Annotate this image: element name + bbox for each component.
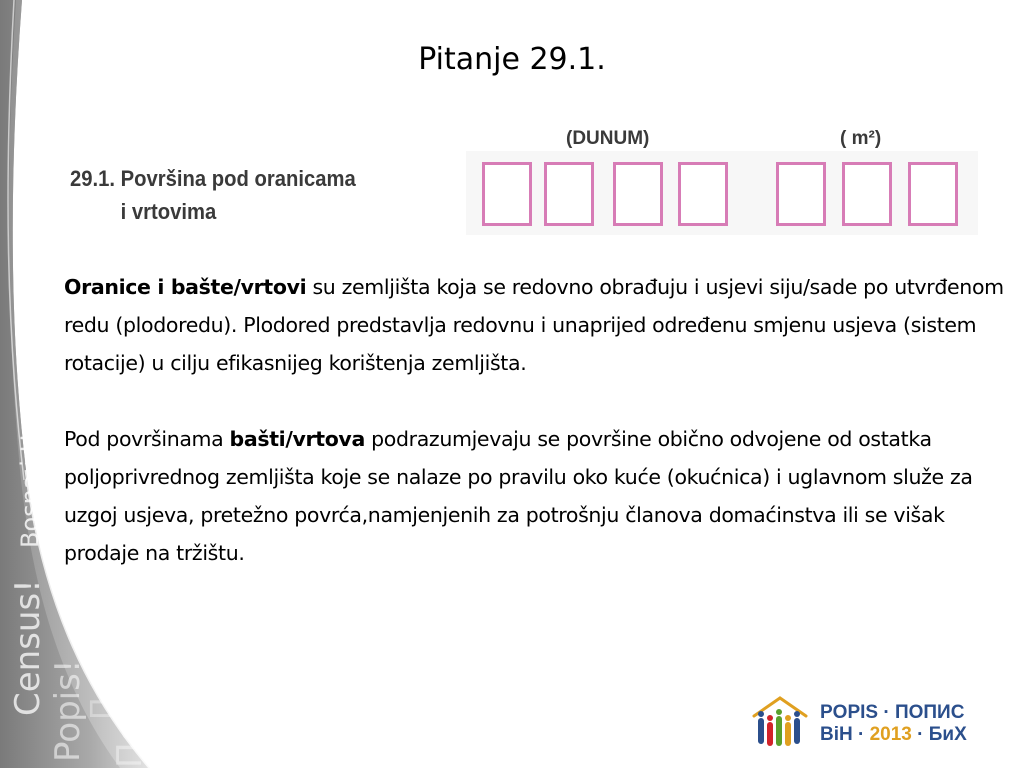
watermark-popis: Popis! <box>48 659 88 762</box>
question-label-line2: i vrtovima <box>120 199 217 224</box>
paragraph-oranice-text: su zemljišta koja se redovno obrađuju i usjevi siju/sade po utvrđenom redu (plodoredu). Plodored predstavlja redovnu i unaprijed određenu smjenu usjeva (sistem rotacije) u cilju efikasnijeg korištenja zemljišta. <box>64 275 1004 375</box>
term-oranice: Oranice i bašte/vrtovi <box>64 275 307 299</box>
watermark-popis-2013: Popis 2013 <box>70 469 91 568</box>
dunum-box <box>482 162 532 226</box>
logo-line2-a: BiH · <box>820 724 870 745</box>
watermark-census: Census! <box>8 579 48 716</box>
slide-body <box>64 268 1004 610</box>
logo-line2 <box>820 724 967 746</box>
questionnaire-excerpt <box>58 118 978 236</box>
watermark-popisi-cyr: Пописи <box>85 603 120 720</box>
dunum-box <box>544 162 594 226</box>
watermark-bih: Bosna i Hercegovina <box>16 301 44 548</box>
m2-box <box>842 162 892 226</box>
paragraph-basti-pre: Pod površinama <box>64 427 230 451</box>
house-people-icon <box>748 694 812 752</box>
watermark-popis-cyr: Попис! <box>110 644 150 768</box>
logo-line1: POPIS · ПОПИС <box>820 702 965 723</box>
paragraph-basti <box>64 420 1004 572</box>
watermark-year: 2013 <box>58 559 77 600</box>
logo-text <box>820 702 967 746</box>
unit-dunum-label: (DUNUM) <box>566 128 650 149</box>
paragraph-oranice <box>64 268 1004 382</box>
term-basti: bašti/vrtova <box>229 427 365 451</box>
m2-box <box>908 162 958 226</box>
question-label-line1: 29.1. Površina pod oranicama <box>70 166 356 191</box>
unit-m2-label: ( m²) <box>840 128 882 149</box>
logo-line2-b: · БиХ <box>911 724 967 745</box>
paragraph-basti-text: podrazumjevaju se površine obično odvojene od ostatka poljoprivrednog zemljišta koje se nalaze po pravilu oko kuće (okućnica) i uglavnom služe za uzgoj usjeva, pretežno povrća,namjenjenih za potrošnju članova domaćinstva ili se višak prodaje na tržištu. <box>64 427 973 565</box>
m2-box <box>776 162 826 226</box>
slide-title: Pitanje 29.1. <box>418 42 606 77</box>
question-label <box>70 162 356 228</box>
watermark-bih-cyr: Босна и Херцеговина <box>86 379 111 628</box>
dunum-box <box>678 162 728 226</box>
dunum-box <box>613 162 663 226</box>
logo-year: 2013 <box>869 724 912 745</box>
popis-logo <box>748 694 978 754</box>
